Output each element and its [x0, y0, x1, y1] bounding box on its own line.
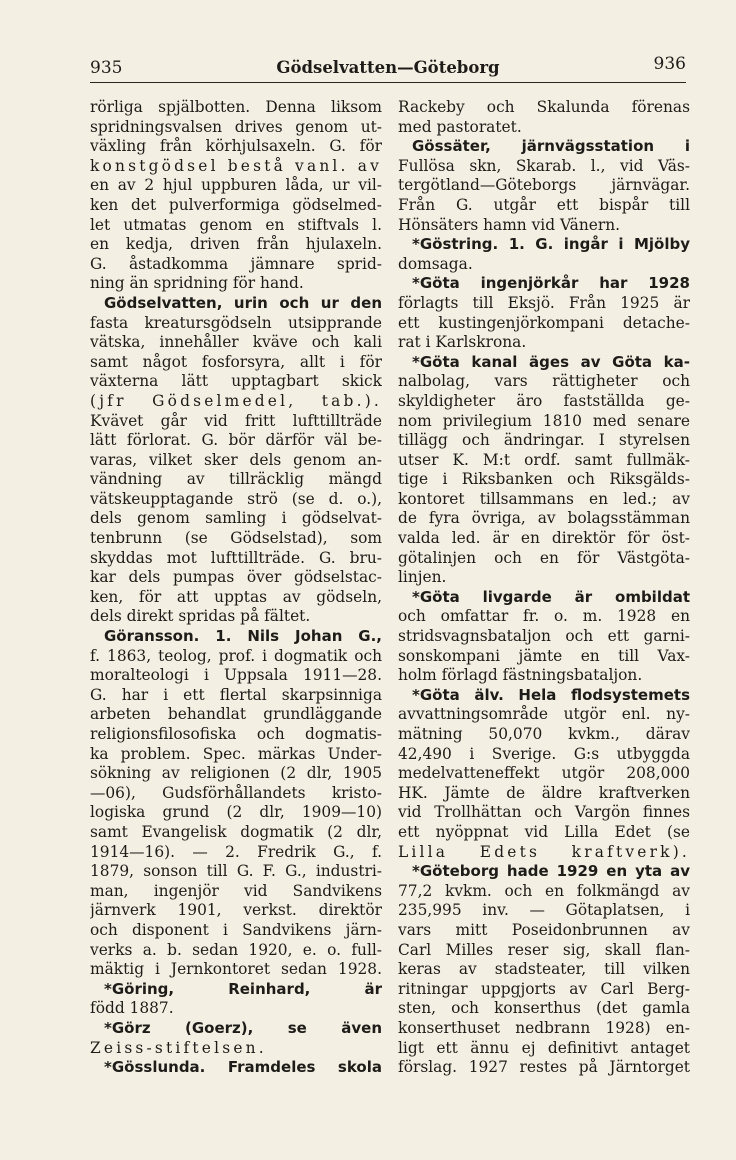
text-line: tergötland—Göteborgs järnvägar.	[398, 176, 690, 195]
text-line: HK. Jämte de äldre kraftverken	[398, 783, 690, 802]
text-line: 42,490 i Sverige. G:s utbyggda	[398, 744, 690, 763]
text-line: sten, och konserthus (det gamla	[398, 999, 690, 1018]
text-line: ett nyöppnat vid Lilla Edet (se	[398, 822, 690, 841]
text-line: 1879, sonson till G. F. G., industri-	[90, 862, 382, 881]
text-line: religionsfilosofiska och dogmatis-	[90, 725, 382, 743]
text-line: förslag. 1927 restes på Järntorget	[398, 1058, 690, 1077]
text-line: konstgödsel bestå vanl. av	[90, 156, 382, 175]
text-line: Från G. utgår ett bispår till	[398, 195, 690, 214]
text-line: lätt förlorat. G. bör därför väl be-	[90, 431, 382, 450]
text-line: ritningar uppgjorts av Carl Berg-	[398, 979, 690, 998]
text-line: tenbrunn (se Gödselstad), som	[90, 529, 382, 548]
text-line: nalbolag, vars rättigheter och	[398, 372, 690, 391]
text-line: domsaga.	[398, 254, 473, 273]
text-line: vätskeupptagande strö (se d. o.),	[90, 489, 382, 508]
entry-headword: *Gösslunda. Framdeles skola	[104, 1058, 382, 1077]
text-line: ka problem. Spec. märkas Under-	[90, 744, 382, 763]
text-line: logiska grund (2 dlr, 1909—10)	[90, 803, 382, 822]
text-line: man, ingenjör vid Sandvikens	[90, 881, 382, 900]
text-line: ett kustingenjörkompani detache-	[398, 313, 690, 332]
text-line: samt något fosforsyra, allt i för	[90, 352, 382, 371]
page-number-right: 936	[653, 54, 686, 74]
text-line: linjen.	[398, 568, 447, 587]
header-bar	[90, 54, 686, 84]
text-line: Kvävet går vid fritt lufttillträde	[90, 411, 382, 430]
text-line: 1914—16). — 2. Fredrik G., f.	[90, 842, 382, 861]
text-line: götalinjen och en för Västgöta-	[398, 548, 690, 567]
text-line: järnverk 1901, verkst. direktör	[90, 901, 382, 920]
text-line: förlagts till Eksjö. Från 1925 är	[398, 293, 690, 312]
text-line: de fyra övriga, av bolagsstämman	[398, 509, 690, 528]
text-line: mäktig i Jernkontoret sedan 1928.	[90, 960, 382, 979]
text-line: 77,2 kvkm. och en folkmängd av	[398, 881, 690, 900]
entry-headword: *Göta kanal äges av Göta ka-	[412, 352, 690, 371]
text-line: G. har i ett flertal skarpsinniga	[90, 685, 382, 704]
running-title: Gödselvatten—Göteborg	[276, 58, 500, 77]
entry-headword: *Göta ingenjörkår har 1928	[412, 274, 690, 293]
text-line: och disponent i Sandvikens järn-	[90, 920, 382, 939]
text-line: f. 1863, teolog, prof. i dogmatik och	[90, 646, 382, 665]
entry-headword: *Göstring. 1. G. ingår i Mjölby	[412, 235, 690, 254]
text-line: G. åstadkomma jämnare sprid-	[90, 254, 382, 273]
text-line: nom privilegium 1810 med senare	[398, 411, 690, 430]
text-line: Hönsäters hamn vid Vänern.	[398, 215, 621, 234]
text-line: och omfattar fr. o. m. 1928 en	[398, 607, 690, 626]
text-line: vätska, innehåller kväve och kali	[90, 333, 382, 352]
entry-headword: *Göta älv. Hela flodsystemets	[412, 685, 690, 704]
text-line: konserthuset nedbrann 1928) en-	[398, 1018, 690, 1037]
text-line: dels genom samling i gödselvat-	[90, 509, 382, 528]
text-line: arbeten behandlat grundläggande	[90, 705, 382, 724]
entry-headword: Gössäter, järnvägsstation i	[412, 137, 690, 156]
text-line: växling från körhjulsaxeln. G. för	[90, 137, 382, 156]
text-line: ken, för att upptas av gödseln,	[90, 587, 382, 606]
text-line: ning än spridning för hand.	[90, 274, 304, 293]
entry-headword: *Göring, Reinhard, är	[104, 979, 382, 998]
text-line: kontoret tillsammans en led.; av	[398, 489, 690, 508]
text-line: vid Trollhättan och Vargön finnes	[398, 803, 690, 822]
text-line: med pastoratet.	[398, 117, 522, 136]
text-line: medelvatteneffekt utgör 208,000	[398, 764, 690, 783]
text-line: avvattningsområde utgör enl. ny-	[398, 705, 690, 724]
left-column	[90, 98, 382, 1078]
text-line: sonskompani jämte en till Vax-	[398, 646, 690, 665]
text-line: stridsvagnsbataljon och ett garni-	[398, 627, 690, 646]
text-line: 235,995 inv. — Götaplatsen, i	[398, 901, 690, 920]
text-line: utser K. M:t ordf. samt fullmäk-	[398, 450, 690, 469]
text-line: let utmatas genom en stiftvals l.	[90, 215, 382, 234]
right-column	[398, 98, 690, 1078]
text-line: samt Evangelisk dogmatik (2 dlr,	[90, 822, 382, 841]
text-line: Rackeby och Skalunda förenas	[398, 98, 690, 116]
text-line: rörliga spjälbotten. Denna liksom	[90, 98, 382, 116]
text-line: valda led. är en direktör för öst-	[398, 529, 690, 548]
text-line: verks a. b. sedan 1920, e. o. full-	[90, 940, 382, 959]
entry-headword: *Göteborg hade 1929 en yta av	[412, 862, 690, 881]
text-line: tillägg och ändringar. I styrelsen	[398, 431, 690, 450]
text-line: —06), Gudsförhållandets kristo-	[90, 783, 382, 802]
text-line: ligt ett ännu ej definitivt antaget	[398, 1038, 690, 1057]
page-number-left: 935	[90, 58, 123, 78]
text-line: kar dels pumpas över gödselstac-	[90, 568, 382, 587]
text-line: spridningsvalsen drives genom ut-	[90, 117, 382, 136]
text-line: keras av stadsteater, till vilken	[398, 960, 690, 979]
text-line: Lilla Edets kraftverk).	[398, 842, 690, 861]
header-rule	[90, 82, 686, 83]
text-line: fasta kreatursgödseln utsipprande	[90, 313, 382, 332]
entry-headword: *Göta livgarde är ombildat	[412, 587, 690, 606]
text-line: född 1887.	[90, 999, 174, 1018]
text-line: skyldigheter äro fastställda ge-	[398, 391, 690, 410]
text-line: skyddas mot lufttillträde. G. bru-	[90, 548, 382, 567]
text-line: Zeiss-stiftelsen.	[90, 1038, 267, 1057]
text-line: vändning av tillräcklig mängd	[90, 470, 382, 489]
text-line: varas, vilket sker dels genom an-	[90, 450, 382, 469]
text-line: Fullösa skn, Skarab. l., vid Väs-	[398, 156, 690, 175]
text-line: en kedja, driven från hjulaxeln.	[90, 235, 382, 254]
entry-headword: Gödselvatten, urin och ur den	[104, 293, 382, 312]
text-line: Carl Milles reser sig, skall flan-	[398, 940, 690, 959]
text-line: en av 2 hjul uppburen låda, ur vil-	[90, 176, 382, 195]
text-line: moralteologi i Uppsala 1911—28.	[90, 666, 382, 685]
text-line: (jfr Gödselmedel, tab.).	[90, 391, 382, 410]
text-line: rat i Karlskrona.	[398, 333, 527, 352]
text-line: tige i Riksbanken och Riksgälds-	[398, 470, 690, 489]
text-line: växterna lätt upptagbart skick	[90, 372, 382, 391]
text-line: vars mitt Poseidonbrunnen av	[398, 920, 690, 939]
text-line: mätning 50,070 kvkm., därav	[398, 725, 690, 743]
text-line: holm förlagd fästningsbataljon.	[398, 666, 643, 685]
entry-headword: *Görz (Goerz), se även	[104, 1018, 382, 1037]
entry-headword: Göransson. 1. Nils Johan G.,	[104, 627, 382, 646]
text-line: dels direkt spridas på fältet.	[90, 607, 311, 626]
text-line: ken det pulverformiga gödselmed-	[90, 195, 382, 214]
text-line: sökning av religionen (2 dlr, 1905	[90, 764, 382, 783]
